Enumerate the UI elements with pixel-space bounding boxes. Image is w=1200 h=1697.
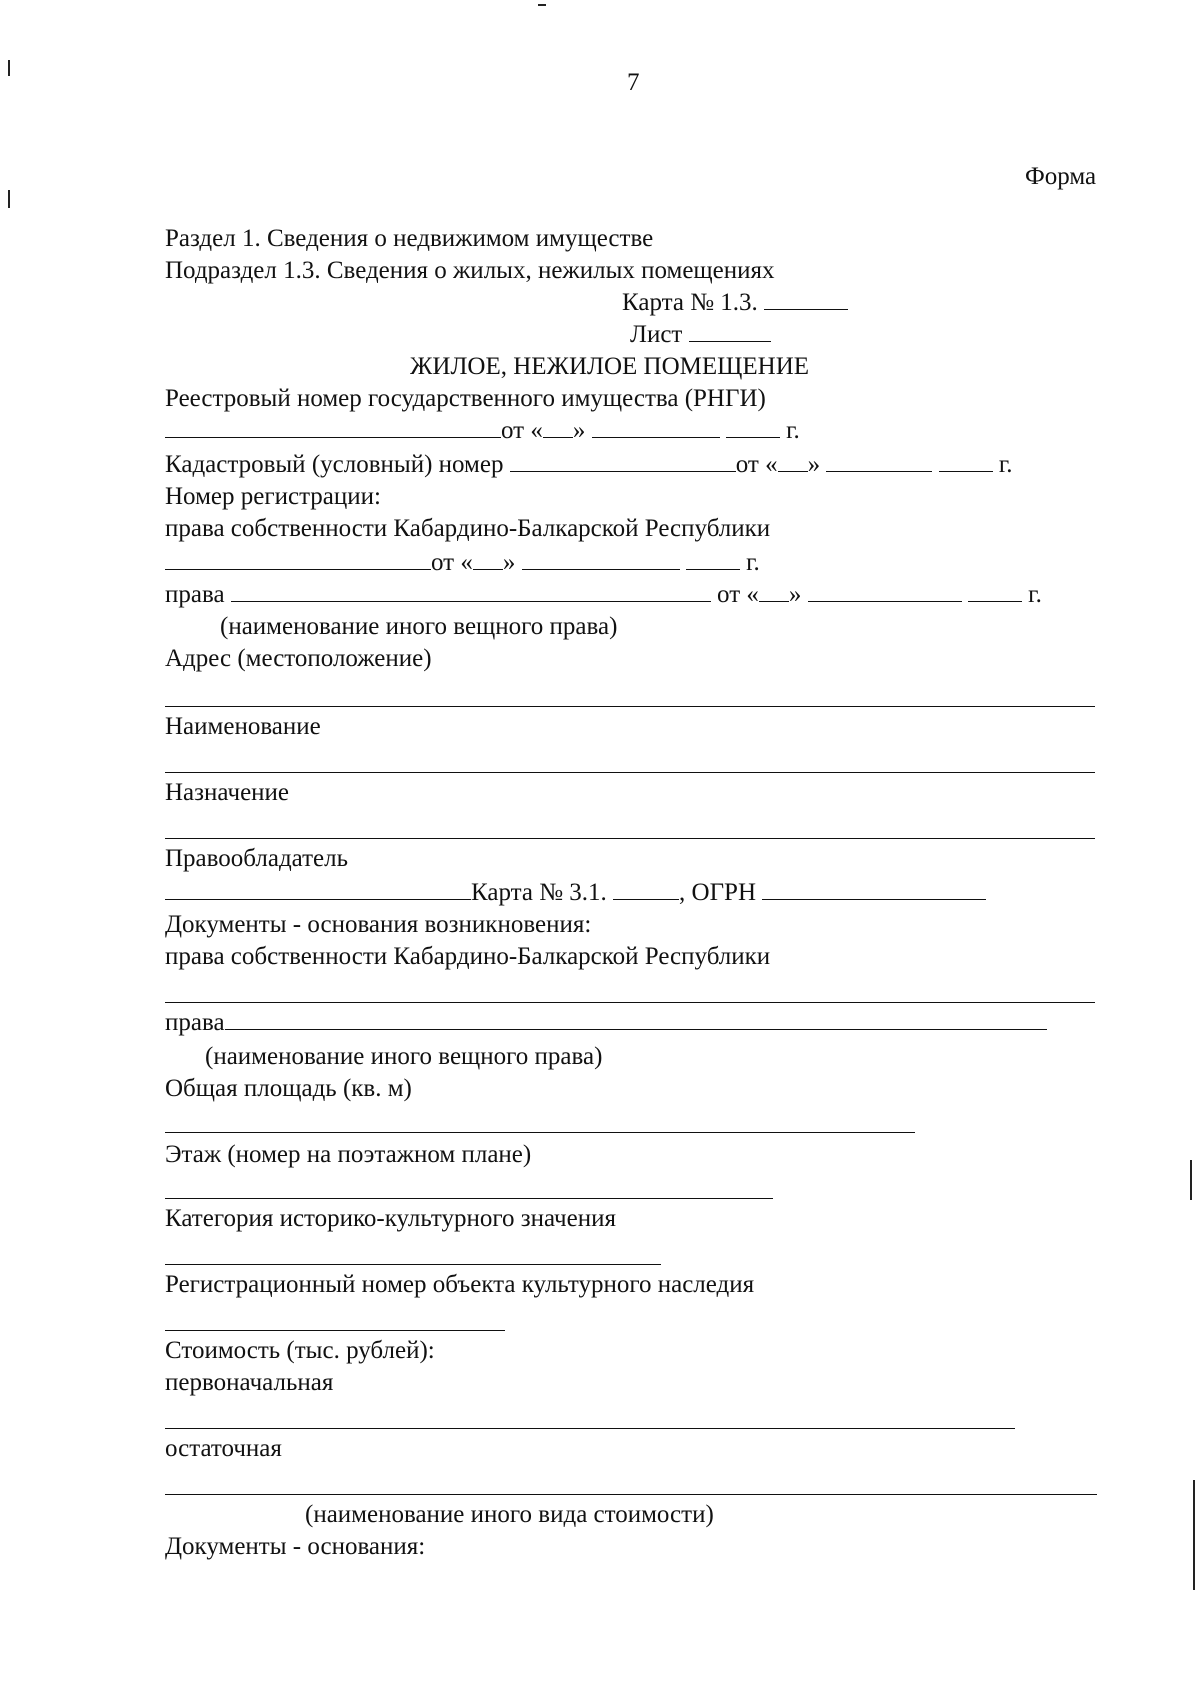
document-title: ЖИЛОЕ, НЕЖИЛОЕ ПОМЕЩЕНИЕ — [410, 353, 810, 380]
total-area-field[interactable] — [165, 1132, 915, 1133]
form-label: Форма — [1025, 163, 1097, 190]
cadastral-day-field[interactable] — [778, 451, 808, 472]
scan-mark — [1190, 1160, 1192, 1200]
docs-basis-label: Документы - основания: — [165, 1533, 426, 1560]
holder-card-number-field[interactable] — [613, 879, 679, 900]
docs-other-right-field[interactable] — [225, 1009, 1047, 1030]
cost-label: Стоимость (тыс. рублей): — [165, 1337, 435, 1364]
ogrn-field[interactable] — [762, 879, 986, 900]
ownership-reg-number-field[interactable] — [165, 549, 431, 570]
holder-name-field[interactable] — [165, 879, 471, 900]
other-cost-field[interactable] — [165, 1494, 1097, 1495]
other-right-month-field[interactable] — [808, 581, 962, 602]
heritage-reg-number-label: Регистрационный номер объекта культурного наследия — [165, 1271, 755, 1298]
heritage-reg-number-field[interactable] — [165, 1330, 505, 1331]
subsection-heading: Подраздел 1.3. Сведения о жилых, нежилых помещениях — [165, 257, 775, 284]
residual-cost-label: остаточная — [165, 1435, 282, 1462]
card-number-label: Карта № 1.3. — [622, 289, 758, 316]
initial-cost-field[interactable] — [165, 1428, 1015, 1429]
floor-label: Этаж (номер на поэтажном плане) — [165, 1141, 532, 1168]
docs-other-right-line — [165, 1008, 1047, 1038]
scan-mark — [8, 60, 10, 76]
ownership-kbr-label: права собственности Кабардино-Балкарской Республики — [165, 515, 771, 542]
purpose-field[interactable] — [165, 838, 1095, 839]
other-cost-hint: (наименование иного вида стоимости) — [305, 1501, 714, 1528]
registry-day-field[interactable] — [543, 417, 573, 438]
cadastral-number-field[interactable] — [510, 451, 736, 472]
ownership-day-field[interactable] — [473, 549, 503, 570]
heritage-category-field[interactable] — [165, 1264, 661, 1265]
ownership-date-line: от « » г. — [165, 548, 760, 578]
other-right-name-field[interactable] — [231, 581, 711, 602]
name-label: Наименование — [165, 713, 321, 740]
holder-line: Карта № 3.1. , ОГРН — [165, 878, 986, 908]
cadastral-line: Кадастровый (условный) номер от « » г. — [165, 451, 1013, 478]
name-field[interactable] — [165, 772, 1095, 773]
other-right-year-field[interactable] — [968, 581, 1022, 602]
docs-ownership-field[interactable] — [165, 1002, 1095, 1003]
ownership-year-field[interactable] — [686, 549, 740, 570]
rights-label: права — [165, 581, 225, 608]
registry-year-field[interactable] — [726, 417, 780, 438]
docs-rights-label: права — [165, 1009, 225, 1036]
cadastral-label: Кадастровый (условный) номер — [165, 451, 504, 478]
scan-mark — [538, 4, 546, 6]
holder-label: Правообладатель — [165, 845, 349, 872]
docs-origin-label: Документы - основания возникновения: — [165, 911, 592, 938]
docs-ownership-kbr-label: права собственности Кабардино-Балкарской Республики — [165, 943, 771, 970]
scan-mark — [8, 190, 10, 208]
scan-mark — [1193, 1480, 1195, 1590]
card-number-field[interactable] — [764, 289, 848, 310]
sheet-field[interactable] — [689, 321, 771, 342]
card-number-line — [622, 288, 848, 318]
registry-month-field[interactable] — [592, 417, 720, 438]
other-right-hint: (наименование иного вещного права) — [220, 613, 618, 640]
sheet-label: Лист — [630, 321, 683, 348]
initial-cost-label: первоначальная — [165, 1369, 334, 1396]
sheet-line — [630, 320, 771, 350]
registry-number-field[interactable] — [165, 417, 501, 438]
cadastral-month-field[interactable] — [826, 451, 932, 472]
section-heading: Раздел 1. Сведения о недвижимом имуществе — [165, 225, 654, 252]
total-area-label: Общая площадь (кв. м) — [165, 1075, 412, 1102]
other-right-line: права от « » г. — [165, 581, 1042, 608]
page-number: 7 — [627, 69, 640, 96]
docs-other-right-hint: (наименование иного вещного права) — [205, 1043, 603, 1070]
purpose-label: Назначение — [165, 779, 290, 806]
cadastral-year-field[interactable] — [939, 451, 993, 472]
reg-number-label: Номер регистрации: — [165, 483, 381, 510]
heritage-category-label: Категория историко-культурного значения — [165, 1205, 616, 1232]
registry-number-line: от « » г. — [165, 416, 800, 446]
address-label: Адрес (местоположение) — [165, 645, 432, 672]
floor-field[interactable] — [165, 1198, 773, 1199]
ownership-month-field[interactable] — [522, 549, 680, 570]
registry-number-label: Реестровый номер государственного имущества (РНГИ) — [165, 385, 766, 412]
address-field[interactable] — [165, 706, 1095, 707]
other-right-day-field[interactable] — [759, 581, 789, 602]
